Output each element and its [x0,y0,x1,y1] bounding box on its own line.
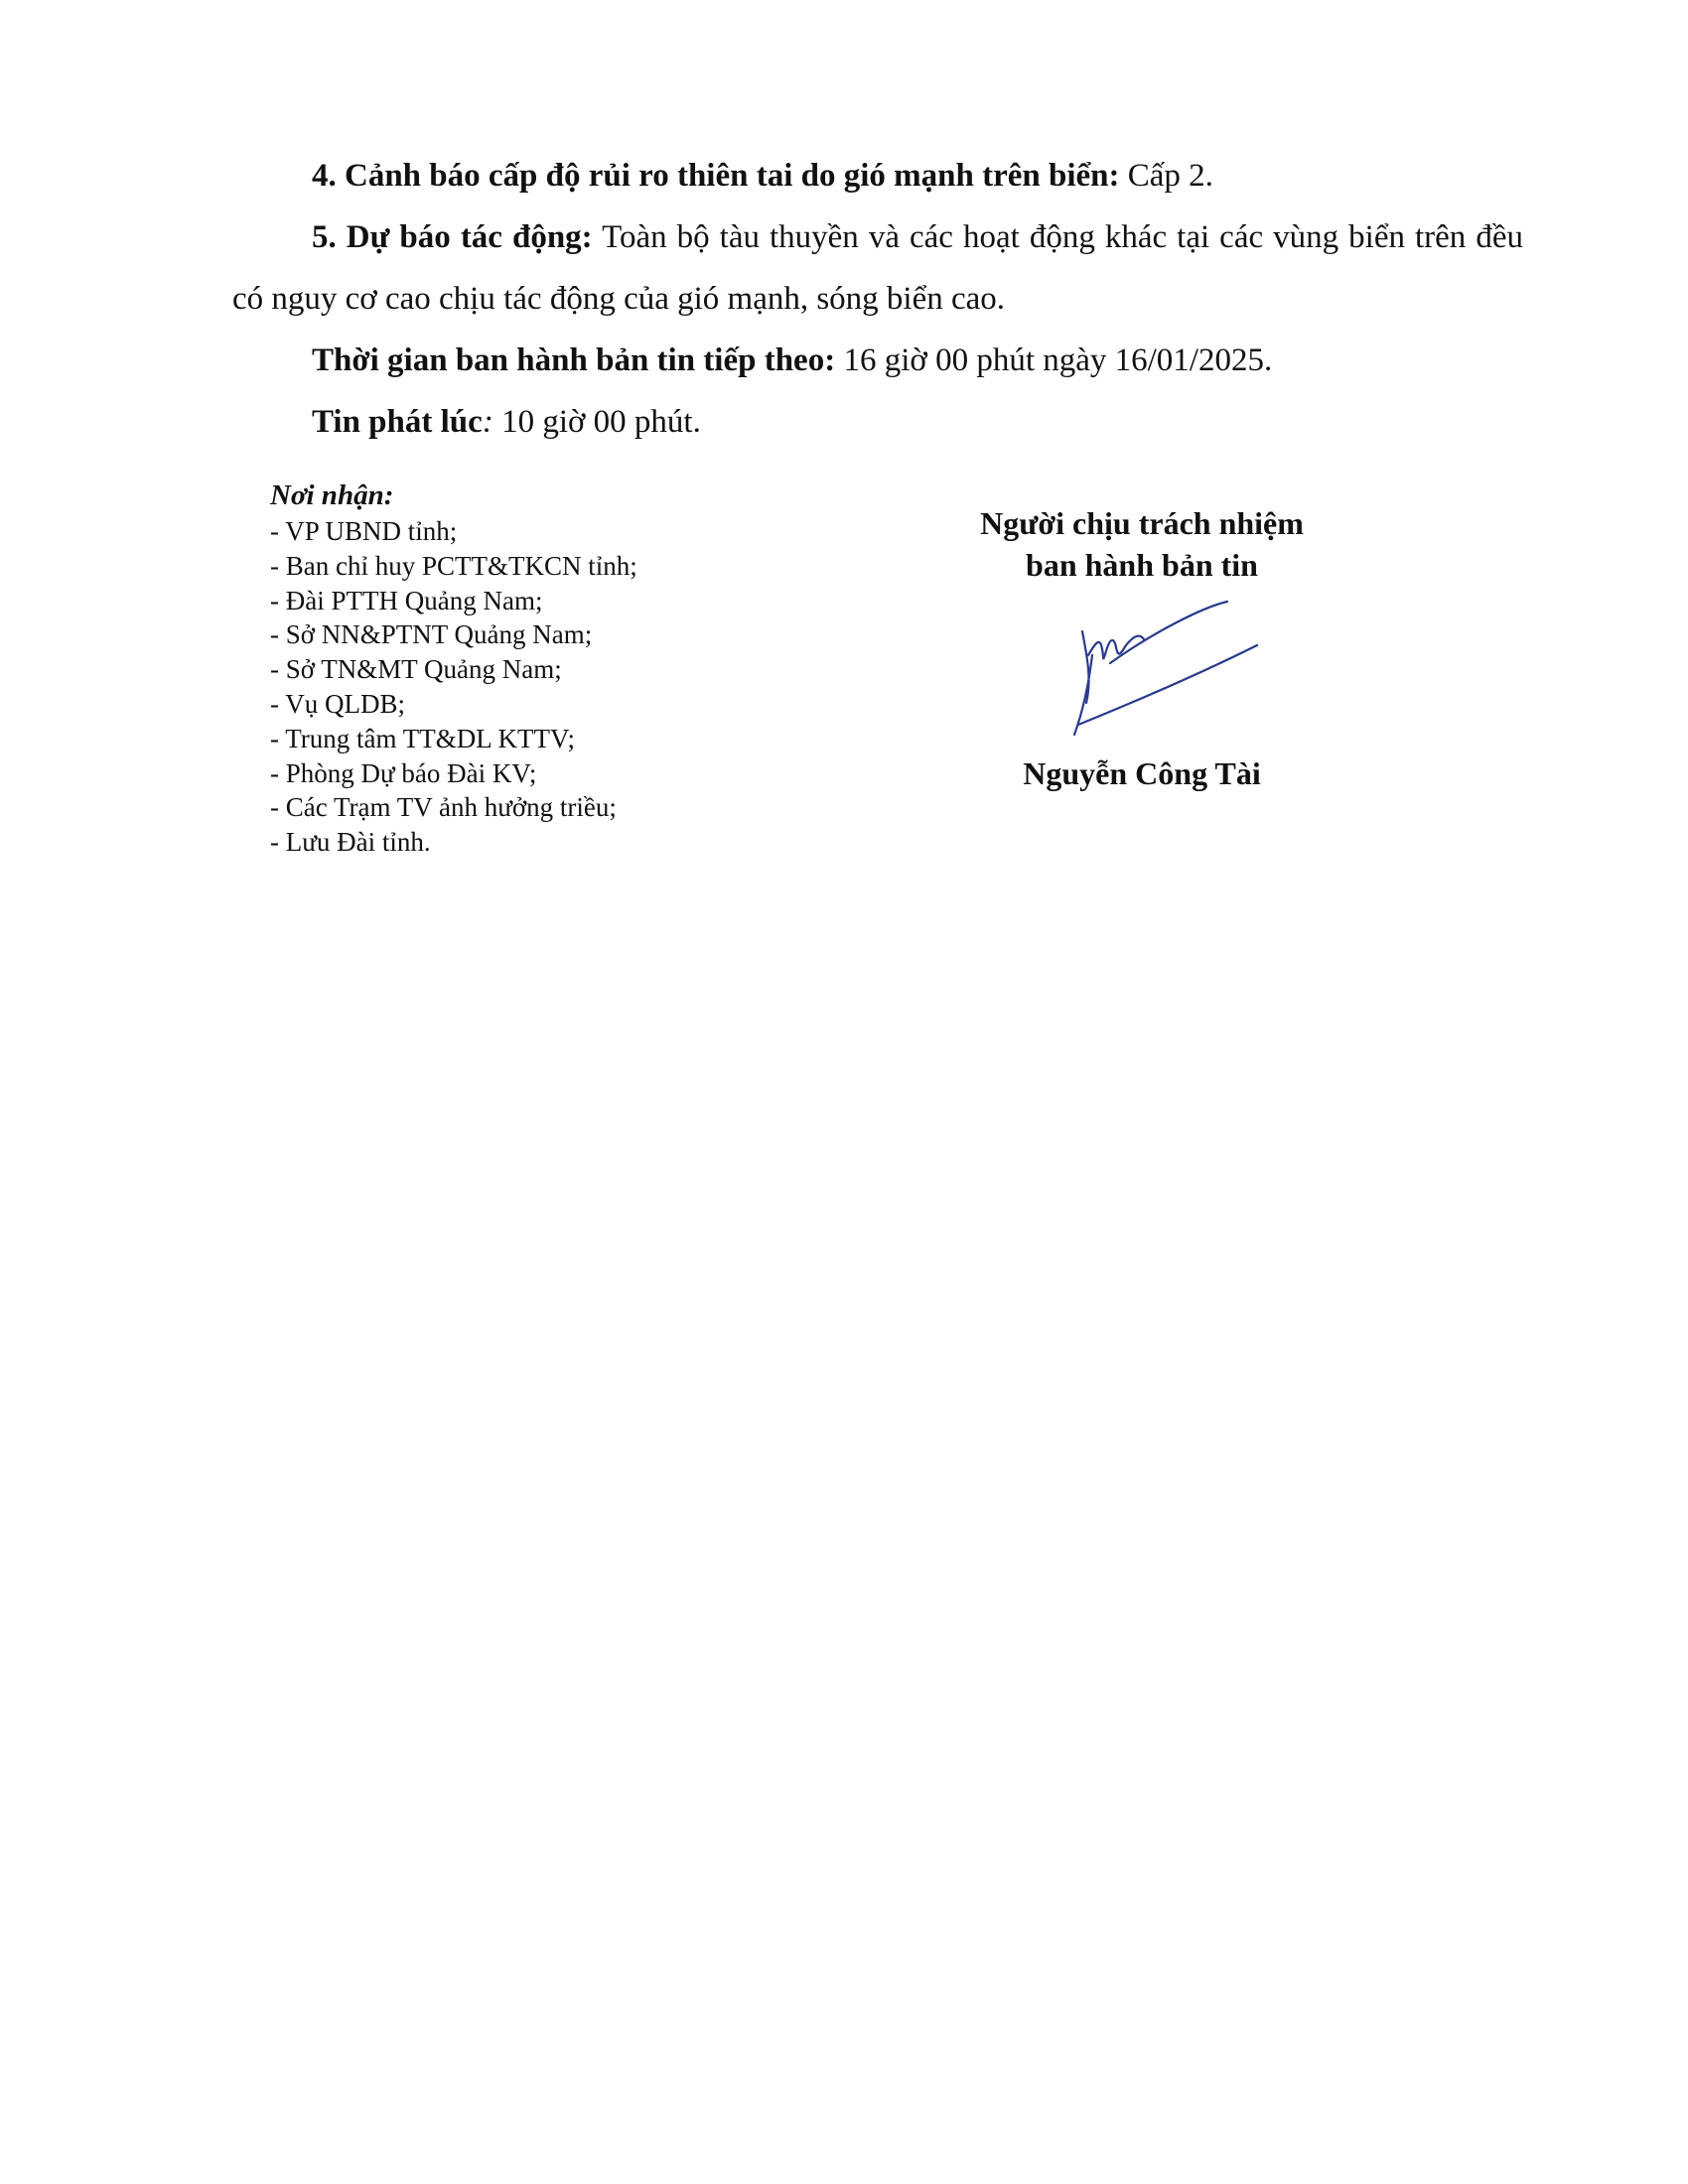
next-bulletin-time: 16 giờ 00 phút ngày 16/01/2025. [835,342,1273,378]
recipient-item: - Trung tâm TT&DL KTTV; [270,723,575,753]
impact-forecast-label: 5. Dự báo tác động: [312,219,593,255]
impact-forecast-text: Toàn bộ tàu thuyền và các hoạt động khác tại các vùng biển trên đều có nguy cơ cao chịu tác động của gió mạnh, sóng biển cao. [232,219,1523,317]
signer-title [894,502,1390,586]
issued-at-time: 10 giờ 00 phút. [492,404,701,440]
recipient-item: - Phòng Dự báo Đài KV; [270,757,537,788]
next-bulletin-label: Thời gian ban hành bản tin tiếp theo: [312,342,836,378]
recipient-item: - Đài PTTH Quảng Nam; [270,585,543,615]
recipient-item: - Sở NN&PTNT Quảng Nam; [270,619,593,650]
risk-level-value: Cấp 2. [1119,158,1213,194]
recipient-item: - Các Trạm TV ảnh hưởng triều; [270,792,617,823]
next-bulletin-paragraph [232,330,1523,391]
issued-at-paragraph [232,391,1523,453]
risk-level-paragraph [232,145,1523,206]
signer-title-line2: ban hành bản tin [1026,547,1258,583]
signer-name: Nguyễn Công Tài [1023,755,1261,791]
issued-at-colon: : [482,404,493,440]
recipient-item: - VP UBND tỉnh; [270,516,458,546]
signature-icon [1053,594,1261,743]
recipients-list [270,514,826,860]
recipients-block [270,477,826,860]
recipients-title: Nơi nhận: [270,479,394,511]
recipient-item: - Vụ QLDB; [270,688,406,719]
risk-level-label: 4. Cảnh báo cấp độ rủi ro thiên tai do gió mạnh trên biển: [312,158,1120,194]
recipient-item: - Lưu Đài tỉnh. [270,827,431,858]
impact-forecast-paragraph [232,206,1523,330]
recipient-item: - Sở TN&MT Quảng Nam; [270,654,562,685]
signer-title-line1: Người chịu trách nhiệm [980,505,1304,541]
issued-at-label: Tin phát lúc [312,404,483,440]
recipient-item: - Ban chỉ huy PCTT&TKCN tỉnh; [270,550,637,581]
